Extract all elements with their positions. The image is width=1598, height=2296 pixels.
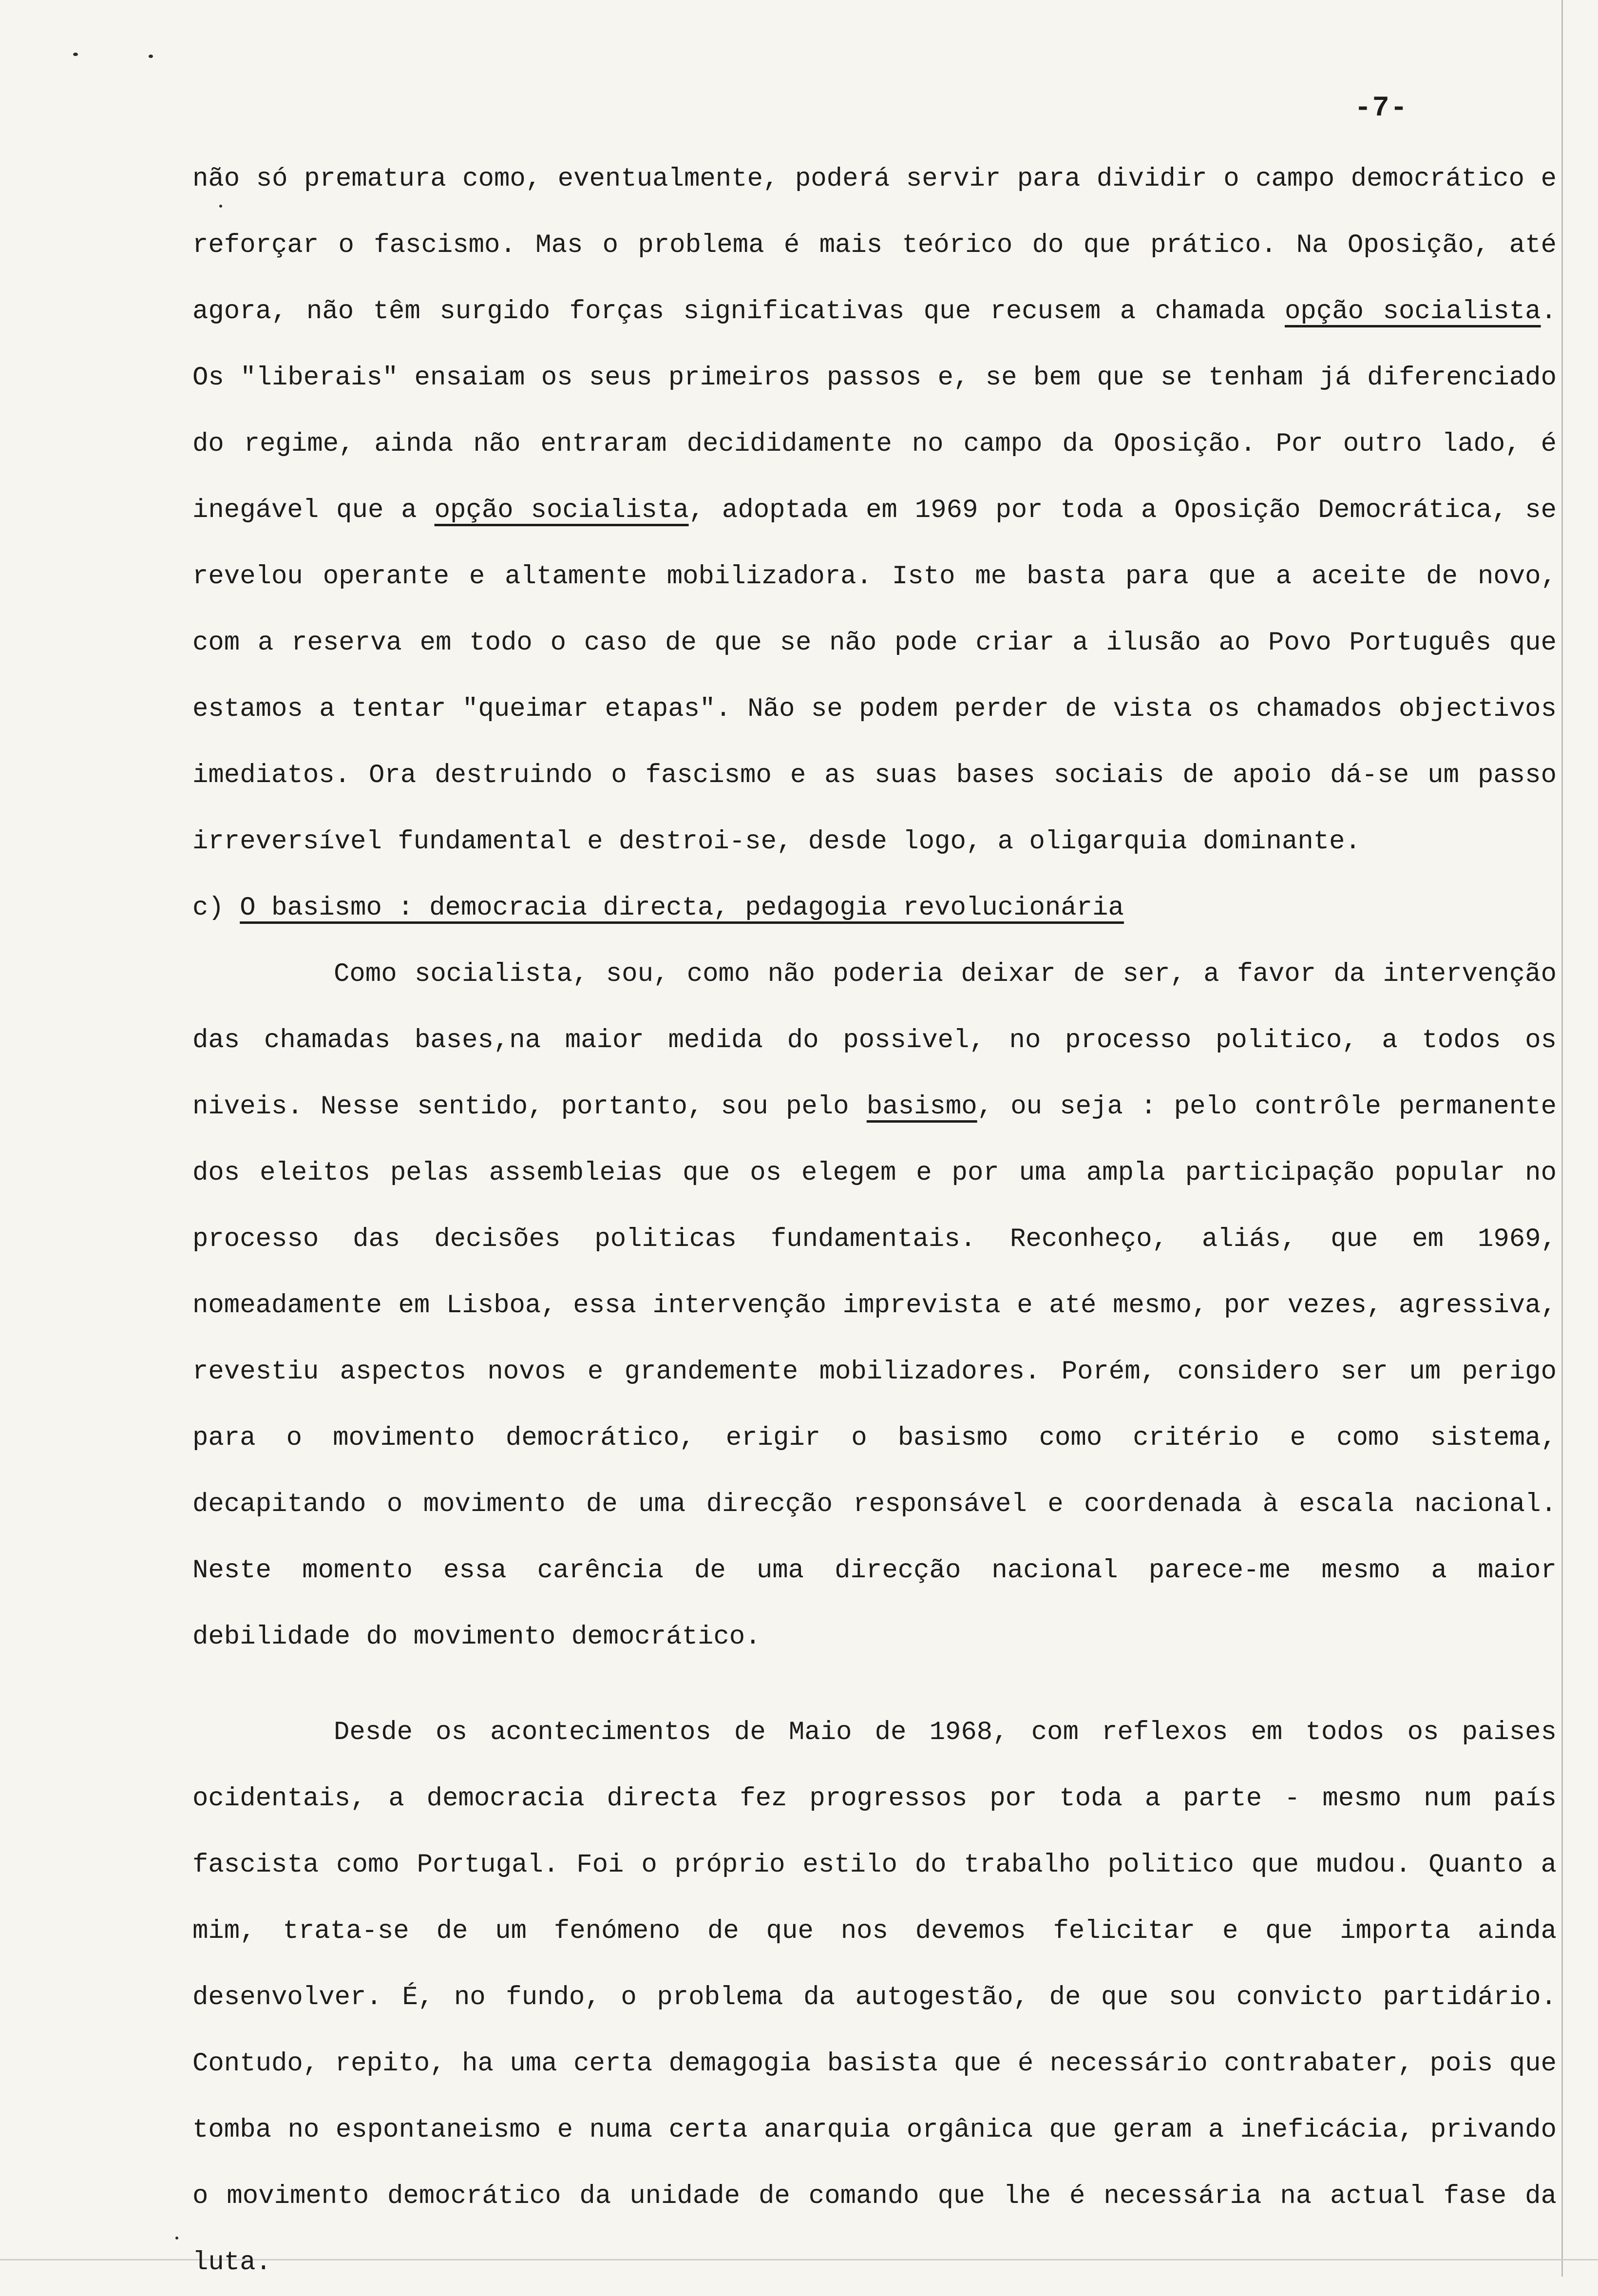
paragraph-text: , ou seja : pelo contrôle permanente dos eleitos pelas assembleias que os elegem e por uma ampla participação popular no processo das decisões politicas fundamentais. Reconheço, aliás, que em 1969, nomeadamente em Lisboa, essa intervenção imprevista e até mesmo, por vezes, agressiva, revestiu aspectos novos e grandemente mobilizadores. Porém, considero ser um perigo para o movimento democrático, erigir o basismo como critério e como sistema, decapitando o movimento de uma direcção responsável e coordenada à escala nacional. Neste momento essa carência de uma direcção nacional parece-me mesmo a maior debilidade do movimento democrático. — [192, 1092, 1557, 1652]
section-heading — [192, 875, 1557, 941]
underlined-term: opção socialista — [434, 496, 689, 525]
paragraph-text: Como socialista, sou, como não poderia deixar de ser, a favor da intervenção das chamadas bases,na maior medida do possivel, no processo politico, a todos os niveis. Nesse sentido, portanto, sou pelo — [192, 959, 1557, 1122]
page-number: -7- — [1354, 93, 1408, 124]
paragraph-text: Desde os acontecimentos de Maio de 1968, com reflexos em todos os paises ocidentais, a democracia directa fez progressos por toda a parte - mesmo num país fascista como Portugal. Foi o próprio estilo do trabalho politico que mudou. Quanto a mim, trata-se de um fenómeno de que nos devemos felicitar e que importa ainda desenvolver. É, no fundo, o problema da autogestão, de que sou convicto partidário. Contudo, repito, ha uma certa demagogia basista que é necessário contrabater, pois que tomba no espontaneismo e numa certa anarquia orgânica que geram a ineficácia, privando o movimento democrático da unidade de comando que lhe é necessária na actual fase da luta. — [192, 1718, 1557, 2277]
page-edge-rule — [1561, 0, 1563, 2277]
section-title: O basismo : democracia directa, pedagogia revolucionária — [240, 893, 1124, 923]
scan-speck — [149, 55, 153, 58]
underlined-term: opção socialista — [1285, 297, 1541, 326]
paragraph-text: não só prematura como, eventualmente, poderá servir para dividir o campo democrático e reforçar o fascismo. Mas o problema é mais teórico do que prático. Na Oposição, até agora, não têm surgido forças significativas que recusem a chamada — [192, 164, 1557, 326]
paragraph-basismo — [192, 941, 1557, 1670]
scan-speck — [73, 53, 78, 56]
paragraph-direct-democracy — [192, 1700, 1557, 2296]
underlined-term: basismo — [866, 1092, 977, 1122]
document-body — [192, 146, 1557, 2296]
scan-speck — [175, 2237, 178, 2239]
paragraph-text: . Os "liberais" ensaiam os seus primeiros passos e, se bem que se tenham já diferenciado do regime, ainda não entraram decididamente no campo da Oposição. Por outro lado, é inegável que a — [192, 297, 1557, 525]
paragraph-text: , adoptada em 1969 por toda a Oposição Democrática, se revelou operante e altamente mobilizadora. Isto me basta para que a aceite de novo, com a reserva em todo o caso de que se não pode criar a ilusão ao Povo Português que estamos a tentar "queimar etapas". Não se podem perder de vista os chamados objectivos imediatos. Ora destruindo o fascismo e as suas bases sociais de apoio dá-se um passo irreversível fundamental e destroi-se, desde logo, a oligarquia dominante. — [192, 496, 1557, 857]
section-letter: c) — [192, 893, 224, 923]
paragraph-socialist-option — [192, 146, 1557, 875]
